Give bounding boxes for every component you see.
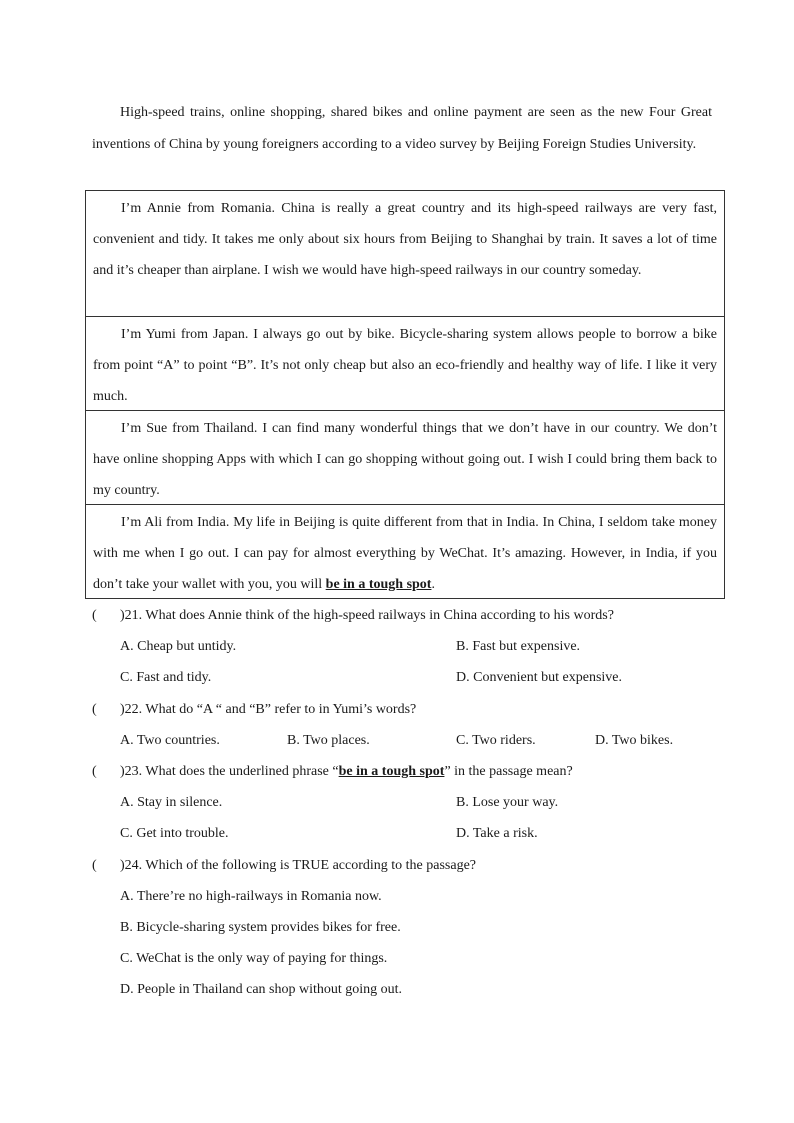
option-d: D. Take a risk. [456, 826, 538, 842]
options-row [92, 818, 732, 849]
option-b: B. Fast but expensive. [456, 639, 581, 655]
question-23-text-end: ” in the passage mean? [444, 763, 573, 779]
question-23 [92, 756, 732, 787]
option-d: D. People in Thailand can shop without going out. [120, 982, 403, 998]
option-a: A. Two countries. [120, 732, 220, 748]
options-row [92, 974, 732, 1005]
story-ali [86, 504, 724, 598]
answer-blank: ( [92, 608, 97, 623]
question-24 [92, 850, 732, 881]
option-d: D. Convenient but expensive. [456, 670, 623, 686]
option-c: C. Get into trouble. [120, 826, 229, 842]
story-sue: I’m Sue from Thailand. I can find many wonderful things that we don’t have in our country. We don’t have online shopping Apps with which I can go shopping without going out. I wish I could bring them back to my country. [86, 410, 724, 504]
options-row [92, 662, 732, 693]
underlined-phrase: be in a tough spot [338, 763, 445, 779]
options-row [92, 881, 732, 912]
option-b: B. Lose your way. [456, 795, 559, 811]
options-row [92, 943, 732, 974]
questions-section [92, 600, 732, 1005]
options-row [92, 912, 732, 943]
answer-blank: ( [92, 763, 97, 779]
answer-blank: ( [92, 857, 97, 873]
question-23-text: )23. What does the underlined phrase “ [120, 763, 339, 779]
option-d: D. Two bikes. [595, 732, 674, 748]
option-c: C. WeChat is the only way of paying for things. [120, 951, 388, 967]
story-ali-text: I’m Ali from India. My life in Beijing is quite different from that in India. In China, I seldom take money with me when I go out. I can pay for almost everything by WeChat. It’s amazing. However, in India, if you don’t take your wallet with you, you will [93, 515, 717, 592]
question-21 [92, 600, 732, 631]
options-row [92, 725, 732, 756]
question-22 [92, 694, 732, 725]
option-c: C. Fast and tidy. [120, 670, 212, 686]
story-yumi: I’m Yumi from Japan. I always go out by bike. Bicycle-sharing system allows people to borrow a bike from point “A” to point “B”. It’s not only cheap but also an eco-friendly and healthy way of life. I like it very much. [86, 316, 724, 410]
stories-table [85, 190, 725, 599]
option-b: B. Two places. [287, 732, 370, 748]
option-a: A. There’re no high-railways in Romania now. [120, 888, 382, 904]
answer-blank: ( [92, 701, 97, 717]
question-24-text: )24. Which of the following is TRUE according to the passage? [120, 857, 477, 873]
question-22-text: )22. What do “A “ and “B” refer to in Yumi’s words? [120, 701, 417, 717]
option-c: C. Two riders. [456, 732, 536, 748]
option-a: A. Cheap but untidy. [120, 639, 237, 655]
options-row [92, 787, 732, 818]
story-annie: I’m Annie from Romania. China is really a great country and its high-speed railways are very fast, convenient and tidy. It takes me only about six hours from Beijing to Shanghai by train. It saves a lot of time and it’s cheaper than airplane. I wish we would have high-speed railways in our country someday. [93, 201, 717, 278]
options-row [92, 631, 732, 662]
option-a: A. Stay in silence. [120, 795, 223, 811]
question-21-text: )21. What does Annie think of the high-speed railways in China according to his words? [120, 608, 614, 623]
story-ali-end: . [431, 577, 435, 592]
option-b: B. Bicycle-sharing system provides bikes for free. [120, 919, 401, 935]
underlined-phrase: be in a tough spot [325, 577, 432, 592]
intro-paragraph: High-speed trains, online shopping, shared bikes and online payment are seen as the new Four Great inventions of China by young foreigners according to a video survey by Beijing Foreign Studies University. [92, 105, 712, 152]
